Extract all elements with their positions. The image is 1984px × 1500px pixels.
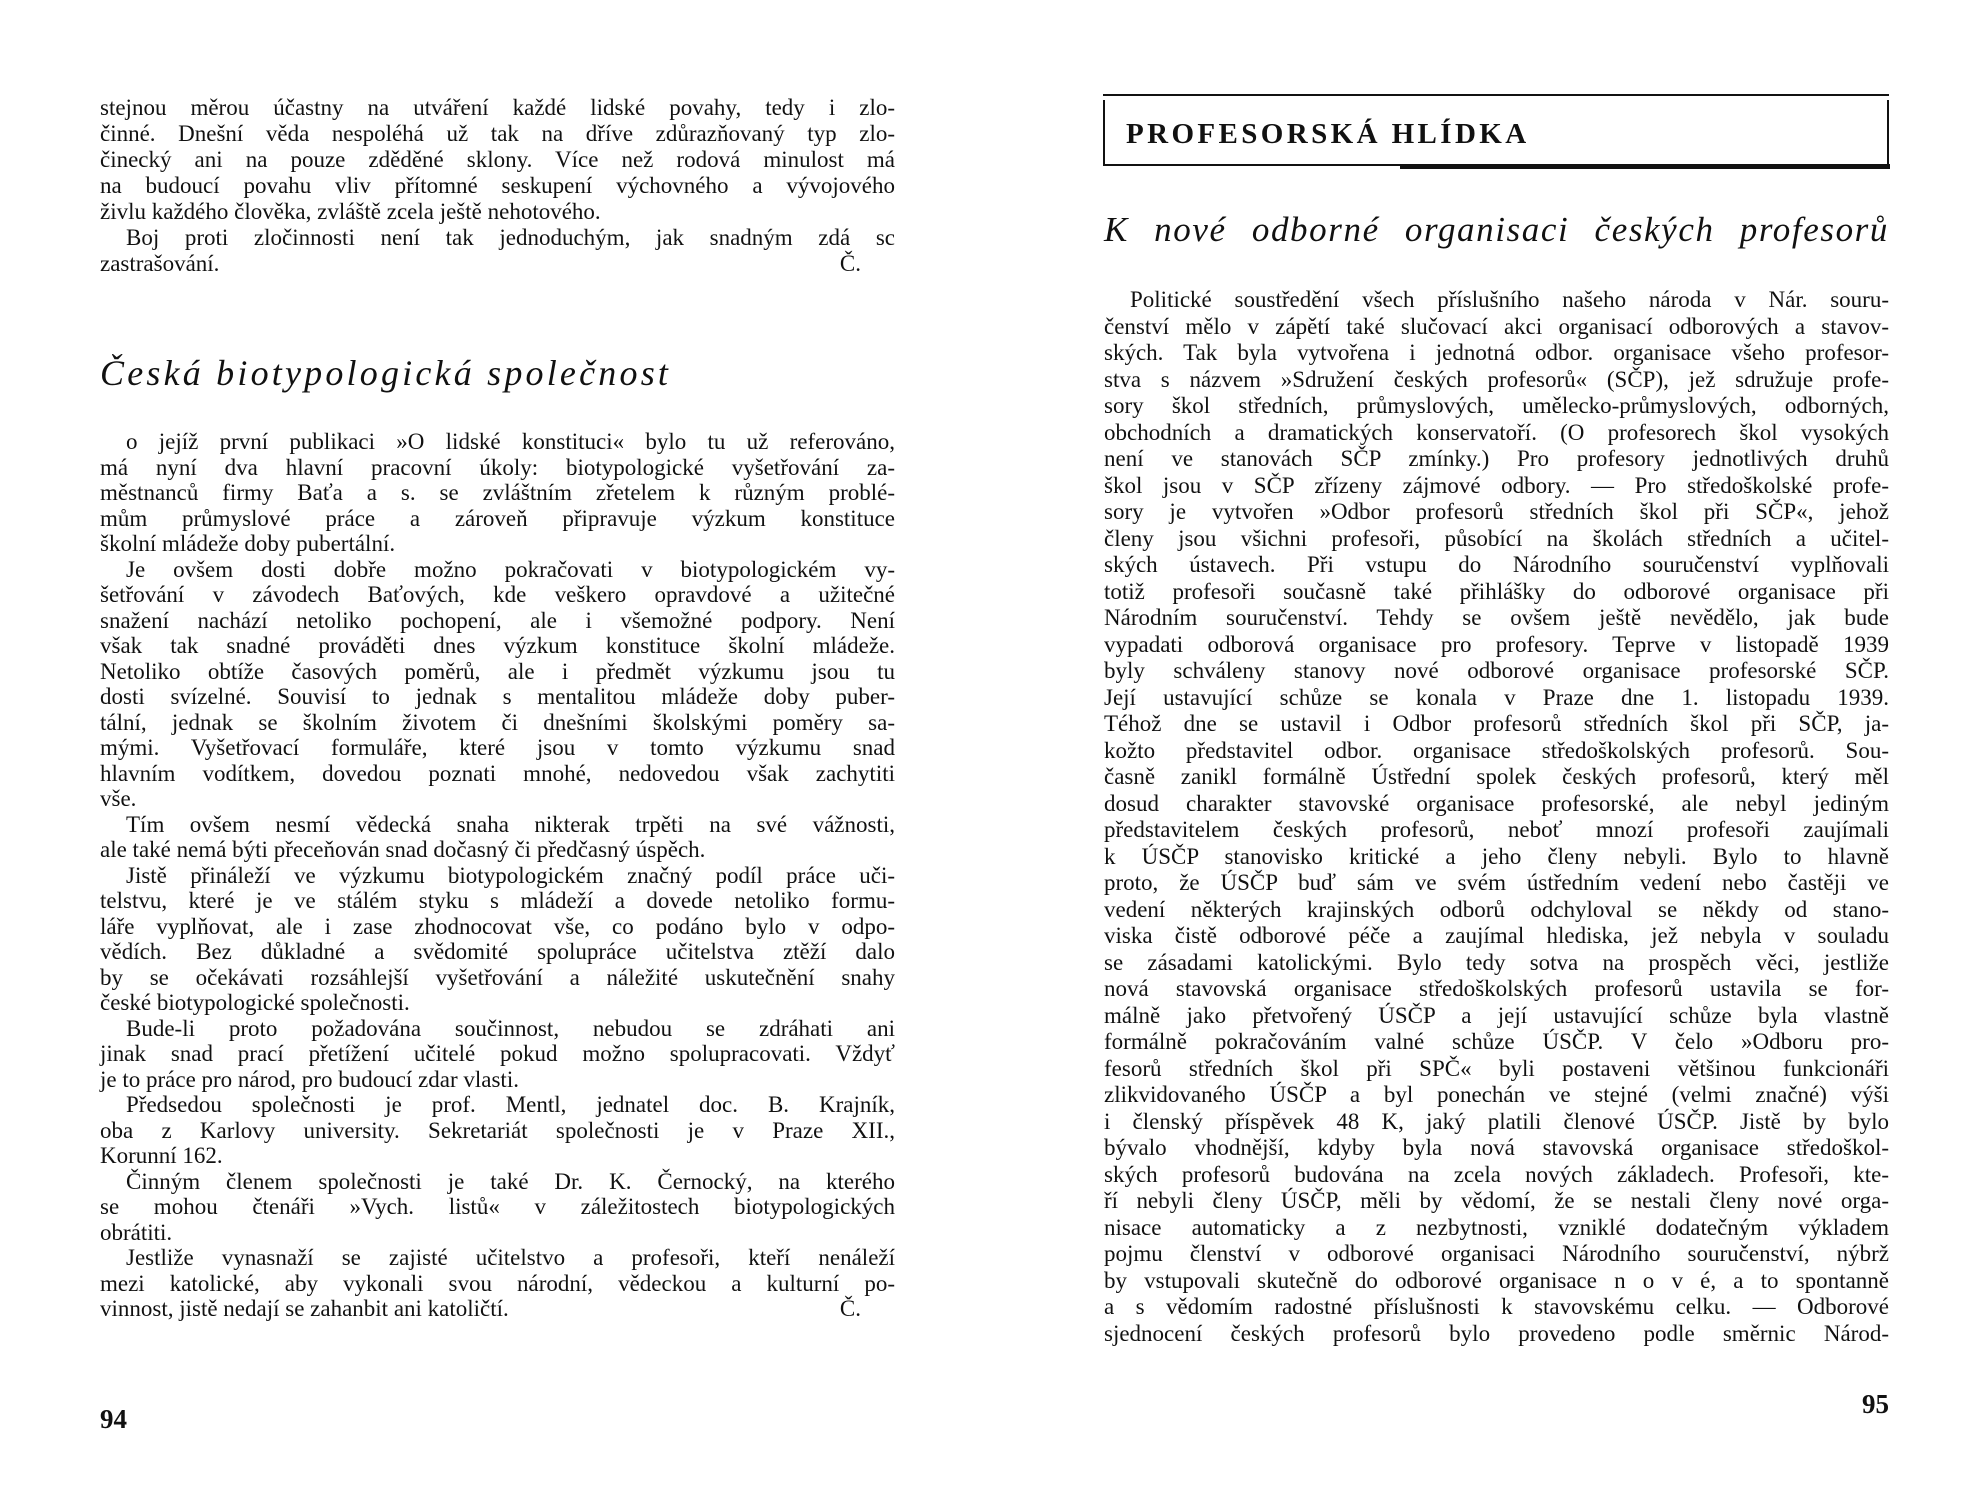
text-line: Politické soustředění všech příslušního našeho národa v Nár. souru- (1130, 287, 1889, 312)
text-line: živlu každého člověka, zvláště zcela ještě nehotového. (100, 199, 601, 224)
text-line: mezi katolické, aby vykonali svou národní, vědeckou a kulturní po- (100, 1270, 895, 1296)
text-line: vše. (100, 786, 137, 811)
text-line: k ÚSČP stanovisko kritické a jeho členy nebyli. Bylo to hlavně (1104, 843, 1889, 869)
text-line: stejnou měrou účastny na utváření každé lidské povahy, tedy i zlo- (100, 95, 895, 120)
left-article-body (100, 429, 895, 1322)
text-line: viska čistě odborové péče a zaujímal hlediska, jež nebyla v souladu (1104, 923, 1889, 948)
text-line: sory je vytvořen »Odbor profesorů středních škol při SČP«, jehož (1104, 499, 1889, 524)
text-line: by vstupovali skutečně do odborové organisace n o v é, a to spontanně (1104, 1267, 1889, 1293)
text-line: sory škol středních, průmyslových, umělecko-průmyslových, odborných, (1104, 393, 1889, 418)
author-signature: Č. (839, 251, 861, 276)
article-title-odborne-organisaci: K nové odborné organisaci českých profesorů (1104, 210, 1889, 249)
text-line: ských. Tak byla vytvořena i jednotná odbor. organisace všeho profesor- (1104, 340, 1889, 365)
text-line: vinnost, jistě nedají se zahanbit ani katoličtí. (100, 1296, 509, 1321)
section-box-left-rule (1103, 100, 1105, 164)
text-line: Její ustavující schůze se konala v Praze dne 1. listopadu 1939. (1104, 684, 1889, 710)
text-line: nisace automaticky a z nezbytnosti, vzniklé dodatečným výkladem (1104, 1214, 1889, 1240)
text-line: mými. Vyšetřovací formuláře, které jsou v tomto výzkumu snad (100, 735, 895, 760)
text-line: proto, že ÚSČP buď sám ve svém ústředním vedení nebo častěji ve (1104, 870, 1889, 895)
text-line: oba z Karlovy university. Sekretariát společnosti je v Praze XII., (100, 1117, 895, 1143)
text-line: Korunní 162. (100, 1143, 223, 1168)
text-line: nová stavovská organisace středoškolských profesorů ustavila se for- (1104, 976, 1889, 1001)
text-line: obrátiti. (100, 1219, 173, 1245)
text-line: mům průmyslové práce a zároveň připravuje výzkum konstituce (100, 505, 895, 531)
text-line: představitelem českých profesorů, neboť mnozí profesoři zaujímali (1104, 817, 1889, 842)
text-line: fesorů středních škol při SPČ« byli postaveni většinou funkcionáři (1104, 1055, 1889, 1081)
text-line: byly schváleny stanovy nové odborové organisace profesorské SČP. (1104, 658, 1889, 683)
text-line: telstvu, které je ve stálém styku s mládeží a dovede netoliko formu- (100, 888, 895, 913)
text-line: Národním souručenství. Tehdy se ovšem ještě nevědělo, jak bude (1104, 605, 1889, 630)
text-line: je to práce pro národ, pro budoucí zdar vlasti. (100, 1066, 519, 1092)
article-title-biotypologicka: Česká biotypologická společnost (100, 353, 672, 393)
text-line: i členský příspěvek 48 K, jaký platili členové ÚSČP. Jistě by bylo (1104, 1108, 1889, 1134)
text-line: Předsedou společnosti je prof. Mentl, jednatel doc. B. Krajník, (126, 1092, 895, 1117)
text-line: vedení některých krajinských odborů odchyloval se někdy od stano- (1104, 896, 1889, 922)
text-line: láře vyplňovat, ale i zase zhodnocovat vše, co podáno bylo v odpo- (100, 913, 895, 939)
text-line: Netoliko obtíže časových poměrů, ale i předmět výzkumu jsou tu (100, 658, 895, 684)
text-line: dosud charakter stavovské organisace profesorské, ale nebyl jediným (1104, 790, 1889, 816)
text-line: městnanců firmy Baťa a s. se zvláštním zřetelem k různým problé- (100, 480, 895, 505)
text-line: bývalo vhodnější, kdyby byla nová stavovská organisace středoškol- (1104, 1135, 1889, 1160)
section-box-thick-rule (1400, 164, 1890, 169)
text-line: totiž profesoři současně také přihlášky do odborové organisace při (1104, 578, 1889, 604)
text-line: o jejíž první publikaci »O lidské konstituci« bylo tu už referováno, (126, 429, 895, 454)
text-line: dosti svízelné. Souvisí to jednak s mentalitou mládeže doby puber- (100, 684, 895, 709)
text-line: Téhož dne se ustavil i Odbor profesorů středních škol při SČP, ja- (1104, 711, 1889, 736)
text-line: stva s názvem »Sdružení českých profesorů« (SČP), jež sdružuje profe- (1104, 366, 1889, 392)
text-line: však tak snadné prováděti dnes výzkum konstituce školní mládeže. (100, 633, 895, 658)
text-line: činné. Dnešní věda nespoléhá už tak na dříve zdůrazňovaný typ zlo- (100, 121, 895, 146)
text-line: české biotypologické společnosti. (100, 990, 410, 1015)
text-line: ských profesorů budována na zcela nových základech. Profesoři, kte- (1104, 1161, 1889, 1187)
text-line: Jestliže vynasnaží se zajisté učitelstvo a profesoři, kteří nenáleží (126, 1245, 895, 1270)
text-line: sjednocení českých profesorů bylo provedeno podle směrnic Národ- (1104, 1320, 1889, 1346)
text-line: málně jako přetvořený ÚSČP a její ustavující schůze byla vlastně (1104, 1002, 1889, 1028)
text-line: by se očekávati rozsáhlejší vyšetřování a náležité uskutečnění snahy (100, 964, 895, 990)
section-header-box (1103, 94, 1889, 166)
text-line: ří nebyli členy ÚSČP, měli by vědomí, že se nestali členy nové orga- (1104, 1188, 1889, 1213)
text-line: se mohou čtenáři »Vych. listů« v záležitostech biotypologických (100, 1194, 895, 1219)
text-line: Činným členem společnosti je také Dr. K. Černocký, na kterého (126, 1168, 895, 1194)
text-line: vědích. Bez důkladné a svědomité spolupráce učitelstva ztěží dalo (100, 939, 895, 964)
text-line: Jistě přináleží ve výzkumu biotypologickém značný podíl práce uči- (126, 862, 895, 888)
text-line: jinak snad prací přetížení učitelé pokud možno spolupracovati. Vždyť (100, 1041, 895, 1066)
text-line: pojmu členství v odborové organisaci Národního souručenství, nýbrž (1104, 1241, 1889, 1266)
text-line: Tím ovšem nesmí vědecká snaha nikterak trpěti na své vážnosti, (126, 811, 895, 837)
text-line: obchodních a dramatických konservatoří. (O profesorech škol vysokých (1104, 419, 1889, 445)
text-line-with-signature (100, 251, 895, 277)
text-line: a s vědomím radostné příslušnosti k stavovskému celku. — Odborové (1104, 1294, 1889, 1319)
text-line: má nyní dva hlavní pracovní úkoly: biotypologické vyšetřování za- (100, 454, 895, 480)
text-line: Bude-li proto požadována součinnost, nebudou se zdráhati ani (126, 1015, 895, 1041)
section-title: PROFESORSKÁ HLÍDKA (1126, 118, 1530, 150)
page-number-right: 95 (1862, 1389, 1889, 1419)
author-signature: Č. (839, 1296, 861, 1321)
text-line: škol jsou v SČP zřízeny zájmové odbory. — Pro středoškolské profe- (1104, 472, 1889, 498)
right-article-body (1104, 287, 1889, 1347)
text-line: časně zanikl formálně Ústřední spolek českých profesorů, který měl (1104, 764, 1889, 789)
text-line: činecký ani na pouze zděděné sklony. Více než rodová minulost má (100, 147, 895, 172)
text-line: kožto představitel odbor. organisace středoškolských profesorů. Sou- (1104, 737, 1889, 763)
text-line: hlavním vodítkem, dovedou poznati mnohé, nedovedou však zachytiti (100, 760, 895, 786)
text-line: školní mládeže doby pubertální. (100, 531, 396, 556)
text-line: čenství mělo v zápětí také slučovací akci organisací odborových a stavov- (1104, 313, 1889, 339)
text-line: zastrašování. (100, 251, 220, 276)
text-line: šetřování v závodech Baťových, kde veškero opravdové a užitečné (100, 582, 895, 607)
text-line: formálně pokračováním valné schůze ÚSČP. V čelo »Odboru pro- (1104, 1029, 1889, 1054)
text-line: není ve stanovách SČP zmínky.) Pro profesory jednotlivých druhů (1104, 446, 1889, 471)
text-line: členy jsou všichni profesoři, působící na školách středních a učitel- (1104, 525, 1889, 551)
text-line: zlikvidovaného ÚSČP a byl ponechán ve stejné (velmi značné) výši (1104, 1082, 1889, 1107)
text-line: Je ovšem dosti dobře možno pokračovati v biotypologickém vy- (126, 556, 895, 582)
text-line: na budoucí povahu vliv přítomné seskupení výchovného a vývojového (100, 173, 895, 198)
text-line: ale také nemá býti přeceňován snad dočasný či předčasný úspěch. (100, 837, 706, 862)
text-line: ských ústavech. Při vstupu do Národního souručenství vyplňovali (1104, 552, 1889, 577)
text-line: snažení nachází netoliko pochopení, ale i všemožné podpory. Není (100, 607, 895, 633)
section-box-right-rule (1887, 100, 1889, 164)
text-line: vypadati odborová organisace pro profesory. Teprve v listopadě 1939 (1104, 631, 1889, 657)
left-top-text (100, 95, 895, 277)
text-line: tální, jednak se školním životem či dnešními školskými poměry sa- (100, 709, 895, 735)
text-line: se zásadami katolickými. Bylo tedy sotva na prospěch věci, jestliže (1104, 949, 1889, 975)
page-number-left: 94 (100, 1404, 127, 1434)
text-line: Boj proti zločinnosti není tak jednoduchým, jak snadným zdá sc (126, 225, 895, 250)
text-line-with-signature (100, 1296, 895, 1322)
